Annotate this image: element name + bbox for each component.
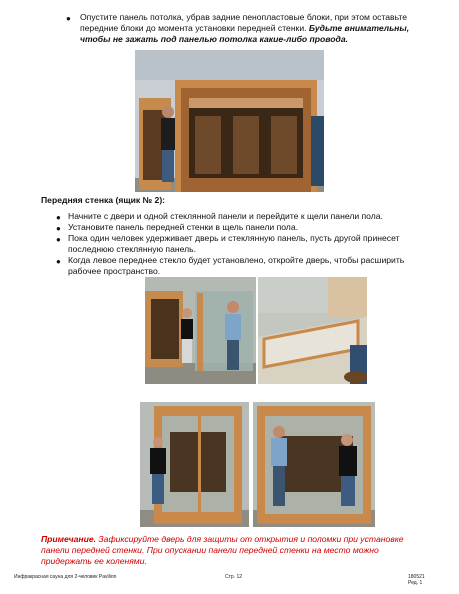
section-heading: Передняя стенка (ящик № 2): [41, 195, 166, 205]
intro-warning: Будьте внимательны, чтобы не зажать под панелью потолка какие-либо провода. [80, 23, 410, 44]
photo-two-people-holding [253, 402, 375, 527]
photo-door-installed [140, 402, 249, 527]
list-bullet: ● [56, 224, 61, 233]
photo-front-wall-left [145, 277, 256, 384]
footer-page: Стр. 12 [225, 574, 243, 580]
list-bullet: ● [56, 213, 61, 222]
list-bullet: ● [56, 235, 61, 244]
note-label: Примечание. [41, 534, 96, 544]
list-item: Начните с двери и одной стеклянной панели и перейдите к щели панели пола. [68, 211, 383, 221]
footer-revision: Ред. 1 [408, 580, 423, 586]
list-item: Пока один человек удерживает дверь и стеклянную панель, пусть другой принесет последнюю стеклянную панель. [68, 233, 400, 254]
intro-paragraph [80, 12, 425, 45]
footer-code: 180521 [408, 574, 425, 580]
list-bullet: ● [56, 257, 61, 266]
note-text: Зафиксируйте дверь для защиты от открытия и поломки при установке панели передней стенки. При опускании панели передней стенки на место можно придержать ее коленями. [41, 534, 404, 566]
photo-floor-slot [258, 277, 367, 384]
footer-left: Инфракрасная сауна для 2-человек Pavilion [14, 574, 117, 580]
list-item: Установите панель передней стенки в щель панели пола. [68, 222, 298, 232]
intro-bullet: ● [66, 14, 71, 23]
installation-note [41, 534, 426, 567]
photo-ceiling-panel [135, 50, 324, 192]
list-item: Когда левое переднее стекло будет установлено, откройте дверь, чтобы расширить рабочее пространство. [68, 255, 405, 276]
intro-text: Опустите панель потолка, убрав задние пенопластовые блоки, при этом оставьте передние блоки до момента установки передней стенки. [80, 12, 408, 33]
